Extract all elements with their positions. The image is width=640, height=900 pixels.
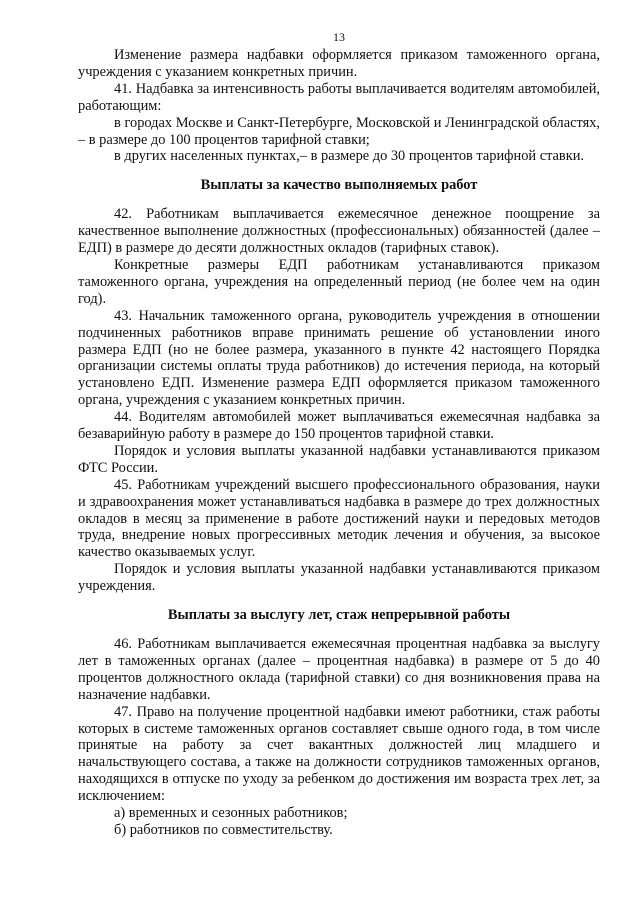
paragraph-47-item-b: б) работников по совместительству. (114, 821, 333, 838)
heading-seniority-payments: Выплаты за выслугу лет, стаж непрерывной работы (167, 607, 511, 624)
paragraph-41-moscow-spb: в городах Москве и Санкт-Петербурге, Московской и Ленинградской областях, – в размере до 100 процентов тарифной ставки; (78, 114, 600, 148)
paragraph-42: 42. Работникам выплачивается ежемесячное денежное поощрение за качественное выполнение должностных (профессиональных) обязанностей (далее – ЕДП) в размере до десяти должностных окладов (тарифных ставок). (78, 206, 600, 257)
paragraph-45-procedure: Порядок и условия выплаты указанной надбавки устанавливаются приказом учреждения. (78, 561, 600, 595)
paragraph-41-other-settlements: в других населенных пунктах,– в размере до 30 процентов тарифной ставки. (114, 148, 585, 165)
paragraph-size-change-note: Изменение размера надбавки оформляется приказом таможенного органа, учреждения с указанием конкретных причин. (78, 47, 600, 80)
paragraph-47: 47. Право на получение процентной надбавки имеют работники, стаж работы которых в системе таможенных органов составляет свыше одного года, в том числе принятые на работу за счет вакантных должностей лиц младшего и начальствующего состава, а также на должности сотрудников таможенных органов, находящихся в отпуске по уходу за ребенком до достижения им возраста трех лет, за исключением: (78, 703, 600, 805)
paragraph-45: 45. Работникам учреждений высшего профессионального образования, науки и здравоохранения может устанавливаться надбавка в размере до трех должностных окладов в месяц за применение в работе достижений науки и передовых методов труда, внедрение новых прогрессивных методик лечения и обучения, за высокое качество оказываемых услуг. (78, 476, 600, 561)
paragraph-44-procedure: Порядок и условия выплаты указанной надбавки устанавливаются приказом ФТС России. (78, 442, 600, 476)
heading-quality-payments: Выплаты за качество выполняемых работ (200, 177, 478, 194)
paragraph-42-specific-sizes: Конкретные размеры ЕДП работникам устанавливаются приказом таможенного органа, учреждения на определенный период (не более чем на один год). (78, 256, 600, 307)
document-page (78, 30, 600, 839)
paragraph-46: 46. Работникам выплачивается ежемесячная процентная надбавка за выслугу лет в таможенных органах (далее – процентная надбавка) в размере от 5 до 40 процентов должностного оклада (тарифной ставки) со дня возникновения права на назначение надбавки. (78, 636, 600, 703)
paragraph-47-item-a: а) временных и сезонных работников; (114, 805, 348, 822)
paragraph-41: 41. Надбавка за интенсивность работы выплачивается водителям автомобилей, работающим: (78, 80, 600, 114)
paragraph-44: 44. Водителям автомобилей может выплачиваться ежемесячная надбавка за безаварийную работу в размере до 150 процентов тарифной ставки. (78, 409, 600, 443)
paragraph-43: 43. Начальник таможенного органа, руководитель учреждения в отношении подчиненных работников вправе принимать решение об установлении иного размера ЕДП (но не более размера, указанного в пункте 42 настоящего Порядка организации системы оплаты труда работников) до истечения периода, на который установлено ЕДП. Изменение размера ЕДП оформляется приказом таможенного органа, учреждения с указанием конкретных причин. (78, 307, 600, 409)
page-number: 13 (333, 30, 345, 44)
